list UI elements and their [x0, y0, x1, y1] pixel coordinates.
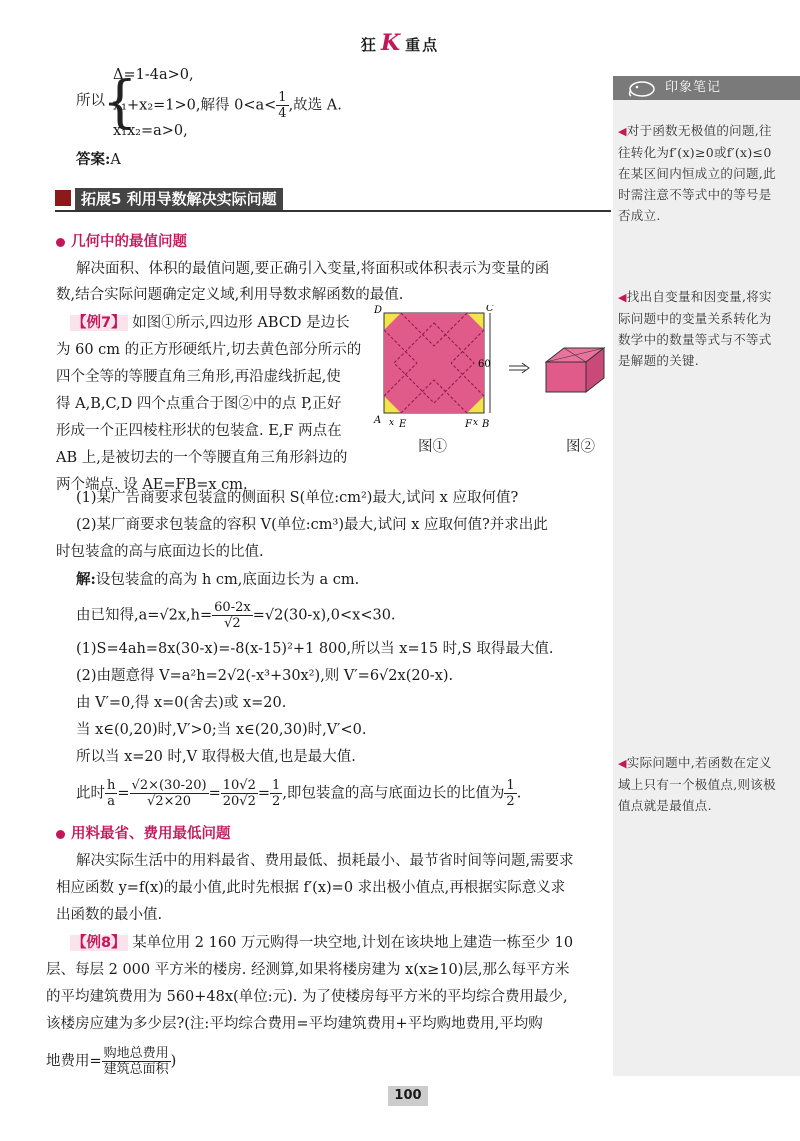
svg-text:C: C: [486, 305, 494, 314]
triangle-icon: ◀: [618, 757, 627, 770]
svg-text:B: B: [482, 419, 490, 430]
ex8-line-4: 该楼房应建为多少层?(注:平均综合费用=平均建筑费用+平均购地费用,平均购: [46, 1016, 543, 1032]
brace: {: [102, 70, 138, 135]
bullet-icon: [56, 238, 65, 247]
fraction: $\frac{\text{购地总费用}}{\text{建筑总面积}}$: [103, 1046, 169, 1077]
sidebar-note-2: ◀找出自变量和因变量,将实际问题中的变量关系转化为数学中的数量等式与不等式是解题的关键.: [618, 289, 772, 368]
ex7-q2a: (2)某厂商要求包装盒的容积 V(单位:cm³)最大,试问 x 应取何值?并求出此: [76, 517, 548, 533]
sub2-para-1: 解决实际生活中的用料最省、费用最低、损耗最小、最节省时间等问题,需要求: [76, 853, 574, 869]
system-line-2: x₁+x₂=1>0,解得 0<a< $\frac{1}{4}$ ,故选 A.: [113, 90, 342, 121]
page-number: 100: [388, 1086, 428, 1106]
solution-line-4: 由 V′=0,得 x=0(舍去)或 x=20.: [76, 695, 287, 711]
fraction: $\frac{1}{4}$: [278, 90, 287, 121]
sub2-para-2: 相应函数 y=f(x)的最小值,此时先根据 f′(x)=0 求出极小值点,再根据实际意义求: [56, 880, 566, 896]
ex8-tag: 【例8】: [72, 935, 126, 951]
header-k: K: [380, 30, 403, 56]
ex7-line-2: 为 60 cm 的正方形硬纸片,切去黄色部分所示的: [56, 342, 362, 358]
fraction: $\frac{1}{2}$: [272, 778, 281, 809]
ex8-line-3: 的平均建筑费用为 560+48x(单位:元). 为了使楼房每平方米的平均综合费用最少,: [46, 989, 568, 1005]
section-header: [55, 188, 611, 212]
book-icon: [55, 190, 71, 206]
suoyi: 所以: [76, 93, 105, 109]
sidebar-title: 印象笔记: [665, 80, 722, 95]
svg-text:F: F: [465, 419, 472, 430]
solution-line-7: 此时 $\frac{h}{a}$ = $\frac{√2\times(30-20)}{√2\times 20}$ = $\frac{10√2}{20√2}$ = $\frac{1}{2}$ ,即包装盒的高与底面边长的比值为 $\frac{1}{2}$ .: [76, 778, 522, 809]
ex8-line-5: 地费用= $\frac{\text{购地总费用}}{\text{建筑总面积}}$ ): [46, 1046, 177, 1077]
ex7-q1: (1)某广告商要求包装盒的侧面积 S(单位:cm²)最大,试问 x 应取何值?: [76, 490, 519, 506]
running-header: [0, 30, 800, 56]
solution-line-5: 当 x∈(0,20)时,V′>0;当 x∈(20,30)时,V′<0.: [76, 722, 367, 738]
sidebar-title-bar: [613, 76, 800, 100]
ex8-line-1: 【例8】 某单位用 2 160 万元购得一块空地,计划在该块地上建造一栋至少 10: [72, 935, 574, 951]
side-label: 60: [478, 359, 491, 370]
triangle-icon: ◀: [618, 291, 627, 304]
arrow-icon: [508, 362, 532, 374]
figure-1: [372, 305, 502, 445]
solution-line-0: 解:设包装盒的高为 h cm,底面边长为 a cm.: [76, 571, 360, 588]
svg-text:x: x: [473, 418, 479, 428]
fig1-caption: 图①: [418, 439, 447, 455]
section-title: 拓展5 利用导数解决实际问题: [75, 188, 283, 210]
ex7-line-3: 四个全等的等腰直角三角形,再沿虚线折起,使: [56, 369, 341, 385]
ex7-line-6: AB 上,是被切去的一个等腰直角三角形斜边的: [56, 450, 348, 466]
fraction: $\frac{10√2}{20√2}$: [222, 778, 256, 809]
ex7-tag: 【例7】: [72, 315, 126, 331]
bullet-icon: [56, 830, 65, 839]
fig2-caption: 图②: [566, 439, 595, 455]
fraction: $\frac{h}{a}$: [107, 778, 116, 809]
ex7-q2b: 时包装盒的高与底面边长的比值.: [56, 544, 264, 560]
ex7-line-4: 得 A,B,C,D 四个点重合于图②中的点 P,正好: [56, 396, 342, 412]
sidebar-note-3: ◀实际问题中,若函数在定义域上只有一个极值点,则该极值点就是最值点.: [618, 755, 776, 813]
triangle-icon: ◀: [618, 125, 627, 138]
ex7-line-1: 【例7】 如图①所示,四边形 ABCD 是边长: [72, 315, 350, 331]
svg-text:A: A: [374, 415, 382, 426]
ex7-line-5: 形成一个正四棱柱形状的包装盒. E,F 两点在: [56, 423, 342, 439]
solution-line-6: 所以当 x=20 时,V 取得极大值,也是最大值.: [76, 749, 356, 765]
sub1-para-1: 解决面积、体积的最值问题,要正确引入变量,将面积或体积表示为变量的函: [76, 261, 550, 277]
subhead-cost: 用料最省、费用最低问题: [56, 822, 231, 843]
subhead-geometry: 几何中的最值问题: [56, 230, 187, 251]
svg-text:D: D: [374, 305, 383, 316]
elephant-icon: [627, 78, 657, 98]
header-right: 重点: [405, 36, 440, 54]
figure-2: [540, 340, 615, 398]
solution-line-2: (1)S=4ah=8x(30-x)=-8(x-15)²+1 800,所以当 x=15 时,S 取得最大值.: [76, 641, 554, 657]
svg-text:E: E: [399, 419, 407, 430]
system-line-1: Δ=1-4a>0,: [113, 67, 194, 83]
ex8-line-2: 层、每层 2 000 平方米的楼房. 经测算,如果将楼房建为 x(x≥10)层,那么每平方米: [46, 962, 570, 978]
sub2-para-3: 出函数的最小值.: [56, 907, 163, 923]
sub1-para-2: 数,结合实际问题确定定义域,利用导数求解函数的最值.: [56, 287, 404, 303]
answer: 答案:A: [76, 151, 121, 168]
fraction: $\frac{√2\times(30-20)}{√2\times 20}$: [131, 778, 207, 809]
ex7-line-7: 两个端点. 设 AE=FB=x cm.: [56, 477, 248, 493]
solution-line-1: 由已知得,a=√2x,h= $\frac{60-2x}{√2}$ =√2(30-x),0<x<30.: [76, 600, 396, 631]
system-line-3: x₁x₂=a>0,: [113, 123, 188, 139]
header-left: 狂: [360, 36, 378, 54]
sidebar-note-1: ◀对于函数无极值的问题,往往转化为f′(x)≥0或f′(x)≤0在某区间内恒成立的问题,此时需注意不等式中的等号是否成立.: [618, 123, 776, 223]
fraction: $\frac{1}{2}$: [506, 778, 515, 809]
fraction: $\frac{60-2x}{√2}$: [214, 600, 251, 631]
sidebar-notes: [613, 76, 800, 1076]
solution-line-3: (2)由题意得 V=a²h=2√2(-x³+30x²),则 V′=6√2x(20-x).: [76, 668, 454, 684]
svg-text:x: x: [389, 418, 395, 428]
